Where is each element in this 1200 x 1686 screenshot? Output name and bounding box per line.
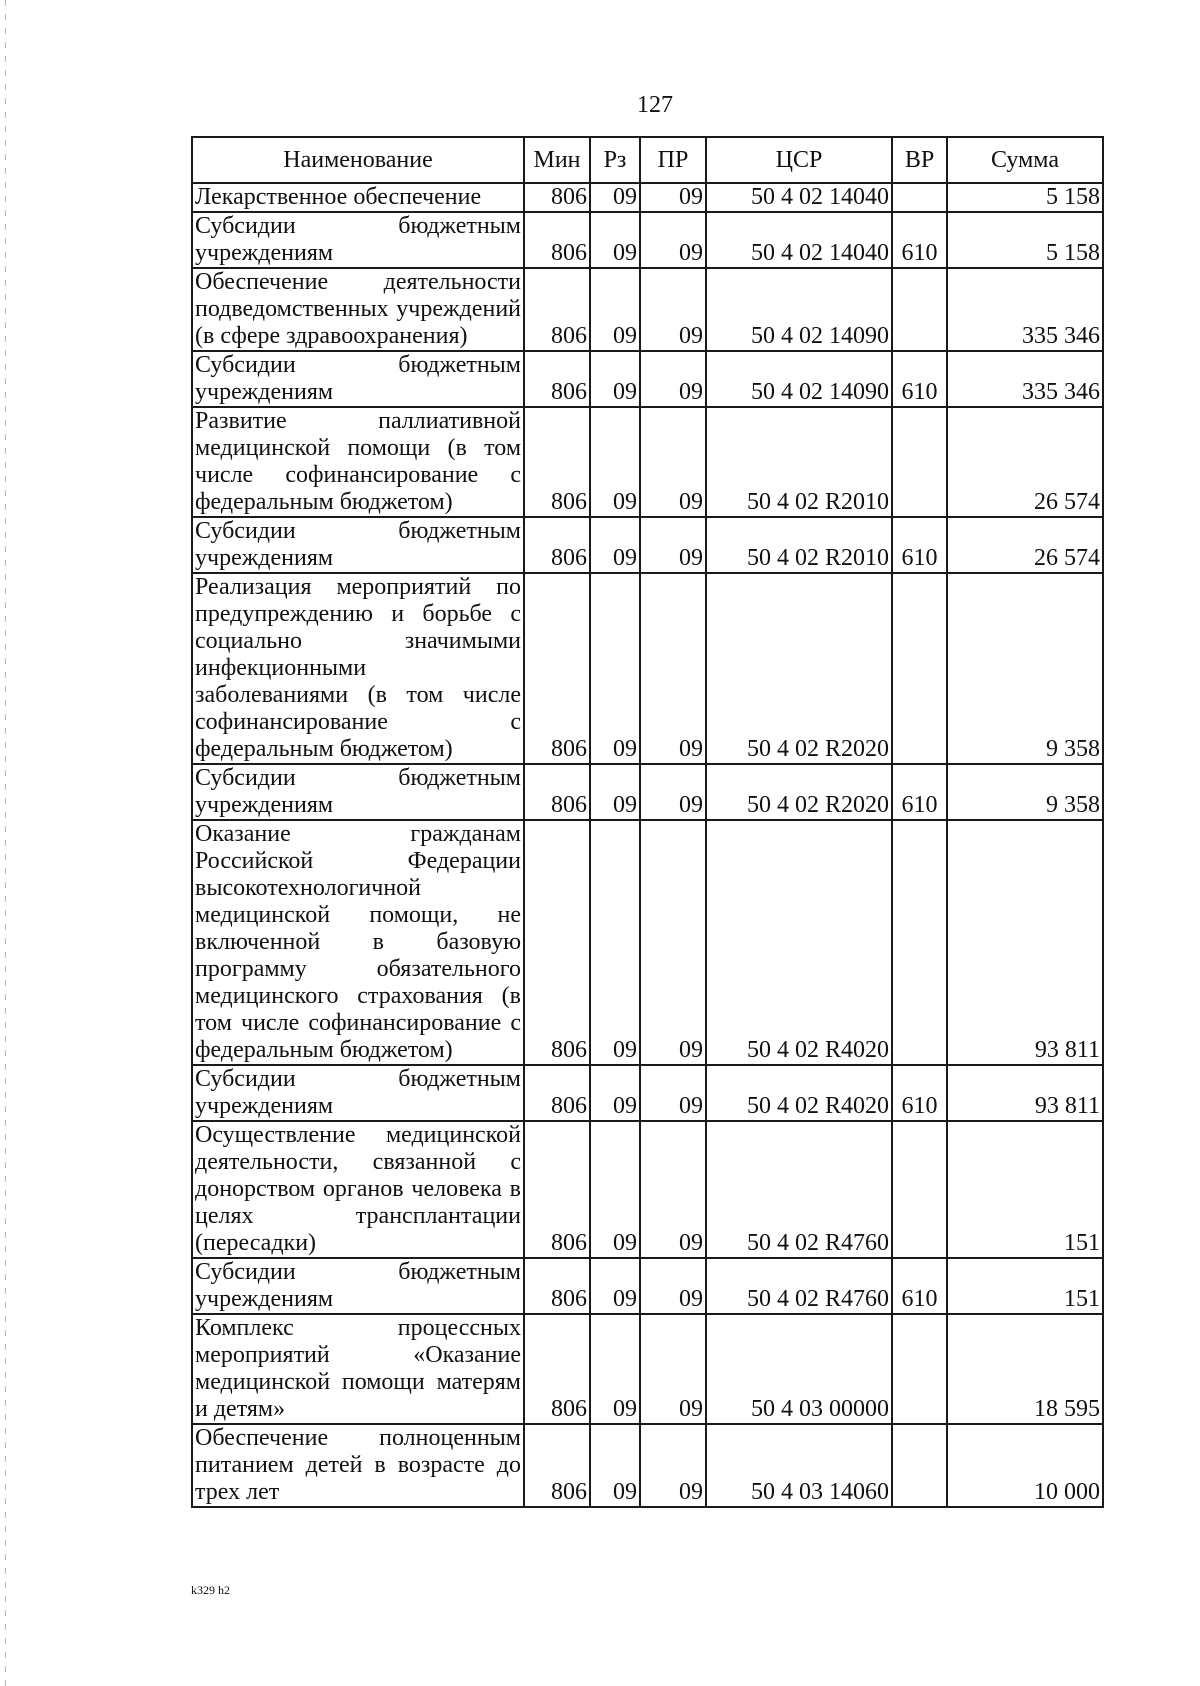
cell-rz: 09 (590, 764, 640, 820)
header-vr: ВР (892, 137, 947, 183)
cell-rz: 09 (590, 1065, 640, 1121)
cell-csr: 50 4 02 R2010 (706, 517, 892, 573)
header-name: Наименование (192, 137, 524, 183)
cell-name: Субсидии бюджетным учреждениям (192, 212, 524, 268)
cell-csr: 50 4 02 R4020 (706, 1065, 892, 1121)
cell-sum: 151 (947, 1121, 1103, 1258)
cell-csr: 50 4 02 R4760 (706, 1121, 892, 1258)
cell-sum: 9 358 (947, 764, 1103, 820)
cell-pr: 09 (640, 1424, 706, 1507)
cell-sum: 26 574 (947, 407, 1103, 517)
cell-pr: 09 (640, 573, 706, 764)
cell-min: 806 (524, 517, 590, 573)
cell-name: Субсидии бюджетным учреждениям (192, 351, 524, 407)
table-row (192, 1314, 1103, 1424)
cell-name: Осуществление медицинской деятельности, связанной с донорством органов человека в целях трансплантации (пересадки) (192, 1121, 524, 1258)
cell-pr: 09 (640, 268, 706, 351)
cell-rz: 09 (590, 212, 640, 268)
cell-name: Реализация мероприятий по предупреждению и борьбе с социально значимыми инфекционными заболеваниями (в том числе софинансирование с федеральным бюджетом) (192, 573, 524, 764)
budget-table (191, 136, 1104, 1508)
cell-pr: 09 (640, 1121, 706, 1258)
cell-min: 806 (524, 1065, 590, 1121)
footer-code: k329 h2 (191, 1583, 230, 1597)
cell-vr: 610 (892, 351, 947, 407)
cell-rz: 09 (590, 1314, 640, 1424)
scan-edge-artifact (5, 0, 6, 1686)
cell-rz: 09 (590, 1258, 640, 1314)
cell-pr: 09 (640, 820, 706, 1065)
table-row (192, 1424, 1103, 1507)
cell-min: 806 (524, 1258, 590, 1314)
cell-name: Оказание гражданам Российской Федерации высокотехнологичной медицинской помощи, не включенной в базовую программу обязательного медицинского страхования (в том числе софинансирование с федеральным бюджетом) (192, 820, 524, 1065)
header-csr: ЦСР (706, 137, 892, 183)
cell-min: 806 (524, 1314, 590, 1424)
cell-sum: 335 346 (947, 351, 1103, 407)
cell-min: 806 (524, 183, 590, 212)
cell-name: Субсидии бюджетным учреждениям (192, 764, 524, 820)
table-row (192, 764, 1103, 820)
table-row (192, 1258, 1103, 1314)
cell-vr (892, 268, 947, 351)
cell-csr: 50 4 02 R4020 (706, 820, 892, 1065)
cell-name: Субсидии бюджетным учреждениям (192, 1065, 524, 1121)
cell-sum: 151 (947, 1258, 1103, 1314)
cell-csr: 50 4 02 14090 (706, 268, 892, 351)
cell-name: Комплекс процессных мероприятий «Оказание медицинской помощи матерям и детям» (192, 1314, 524, 1424)
cell-rz: 09 (590, 517, 640, 573)
cell-sum: 335 346 (947, 268, 1103, 351)
cell-csr: 50 4 02 14040 (706, 212, 892, 268)
page-number: 127 (637, 92, 673, 118)
cell-sum: 93 811 (947, 820, 1103, 1065)
cell-vr (892, 1424, 947, 1507)
table-row (192, 351, 1103, 407)
cell-vr: 610 (892, 764, 947, 820)
table-row (192, 407, 1103, 517)
cell-min: 806 (524, 764, 590, 820)
cell-pr: 09 (640, 351, 706, 407)
header-sum: Сумма (947, 137, 1103, 183)
cell-vr: 610 (892, 1065, 947, 1121)
cell-sum: 26 574 (947, 517, 1103, 573)
cell-rz: 09 (590, 407, 640, 517)
header-row (192, 137, 1103, 183)
cell-min: 806 (524, 351, 590, 407)
cell-csr: 50 4 02 14040 (706, 183, 892, 212)
cell-vr (892, 573, 947, 764)
cell-name: Субсидии бюджетным учреждениям (192, 517, 524, 573)
cell-name: Развитие паллиативной медицинской помощи (в том числе софинансирование с федеральным бюджетом) (192, 407, 524, 517)
cell-vr (892, 183, 947, 212)
cell-min: 806 (524, 820, 590, 1065)
cell-pr: 09 (640, 517, 706, 573)
cell-vr: 610 (892, 517, 947, 573)
cell-csr: 50 4 02 R2020 (706, 764, 892, 820)
cell-vr (892, 1314, 947, 1424)
cell-pr: 09 (640, 1258, 706, 1314)
cell-min: 806 (524, 212, 590, 268)
table-row (192, 212, 1103, 268)
cell-rz: 09 (590, 1121, 640, 1258)
cell-vr: 610 (892, 1258, 947, 1314)
header-min: Мин (524, 137, 590, 183)
cell-csr: 50 4 03 00000 (706, 1314, 892, 1424)
table-row (192, 183, 1103, 212)
cell-rz: 09 (590, 268, 640, 351)
header-pr: ПР (640, 137, 706, 183)
cell-sum: 10 000 (947, 1424, 1103, 1507)
cell-sum: 18 595 (947, 1314, 1103, 1424)
cell-min: 806 (524, 1424, 590, 1507)
cell-vr: 610 (892, 212, 947, 268)
cell-vr (892, 820, 947, 1065)
cell-csr: 50 4 02 R2020 (706, 573, 892, 764)
cell-name: Лекарственное обеспечение (192, 183, 524, 212)
cell-name: Обеспечение деятельности подведомственных учреждений (в сфере здравоохранения) (192, 268, 524, 351)
cell-pr: 09 (640, 212, 706, 268)
cell-min: 806 (524, 1121, 590, 1258)
cell-vr (892, 1121, 947, 1258)
cell-sum: 5 158 (947, 212, 1103, 268)
header-rz: Рз (590, 137, 640, 183)
table-row (192, 1121, 1103, 1258)
cell-pr: 09 (640, 764, 706, 820)
cell-csr: 50 4 03 14060 (706, 1424, 892, 1507)
table-row (192, 573, 1103, 764)
cell-csr: 50 4 02 14090 (706, 351, 892, 407)
cell-vr (892, 407, 947, 517)
cell-rz: 09 (590, 183, 640, 212)
cell-pr: 09 (640, 1065, 706, 1121)
cell-rz: 09 (590, 1424, 640, 1507)
table-row (192, 268, 1103, 351)
cell-rz: 09 (590, 820, 640, 1065)
table-row (192, 820, 1103, 1065)
cell-pr: 09 (640, 1314, 706, 1424)
cell-name: Субсидии бюджетным учреждениям (192, 1258, 524, 1314)
cell-sum: 93 811 (947, 1065, 1103, 1121)
cell-min: 806 (524, 268, 590, 351)
cell-csr: 50 4 02 R4760 (706, 1258, 892, 1314)
cell-sum: 9 358 (947, 573, 1103, 764)
table-body (192, 183, 1103, 1507)
table-row (192, 517, 1103, 573)
cell-sum: 5 158 (947, 183, 1103, 212)
cell-min: 806 (524, 573, 590, 764)
cell-name: Обеспечение полноценным питанием детей в возрасте до трех лет (192, 1424, 524, 1507)
cell-pr: 09 (640, 407, 706, 517)
cell-min: 806 (524, 407, 590, 517)
cell-csr: 50 4 02 R2010 (706, 407, 892, 517)
cell-rz: 09 (590, 351, 640, 407)
cell-rz: 09 (590, 573, 640, 764)
table-row (192, 1065, 1103, 1121)
cell-pr: 09 (640, 183, 706, 212)
